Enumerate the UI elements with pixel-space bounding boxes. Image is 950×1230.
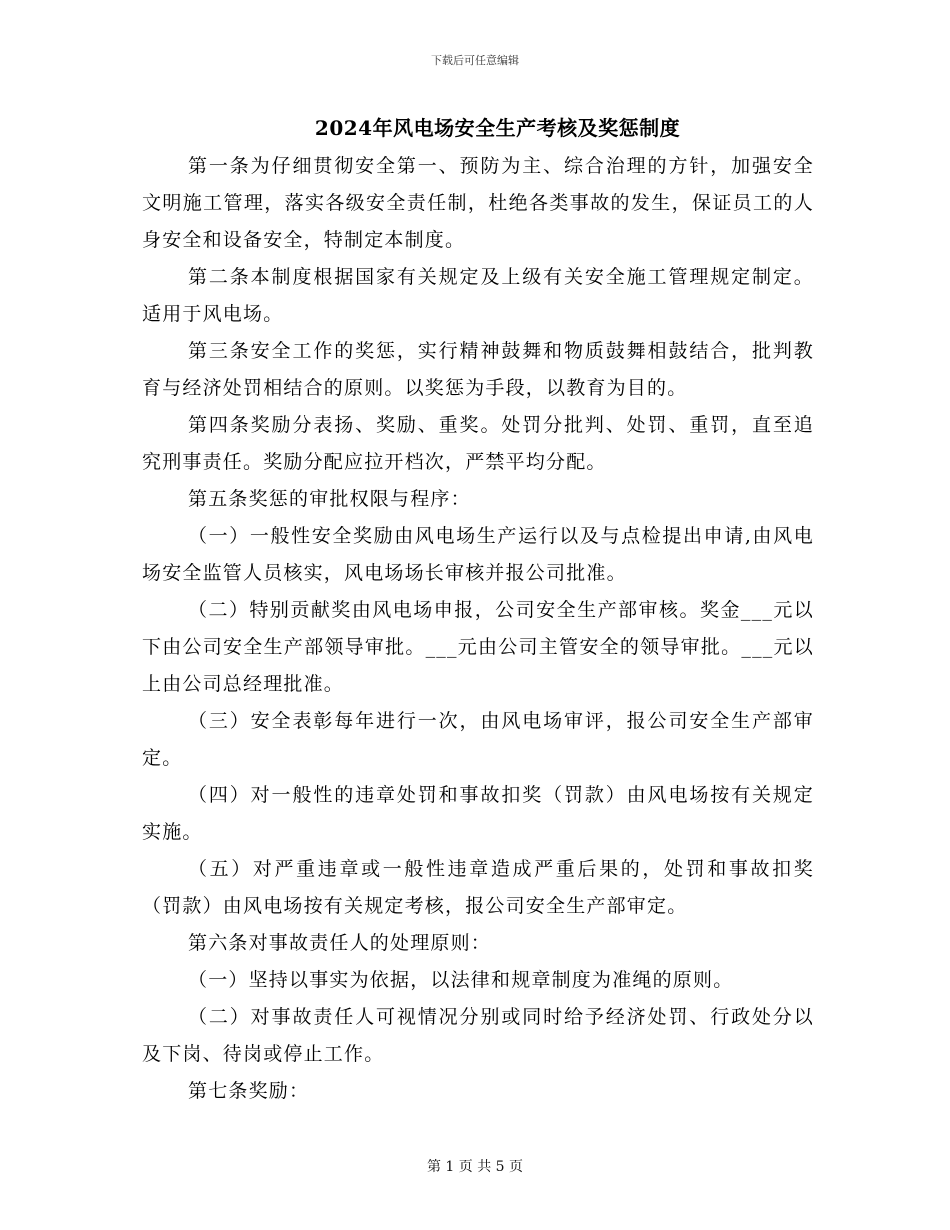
paragraph-article-6-item-1: （一）坚持以事实为依据，以法律和规章制度为准绳的原则。: [188, 969, 734, 991]
paragraph-article-5-item-3: （三）安全表彰每年进行一次，由风电场审评，报公司安全生产部审定。: [142, 710, 814, 769]
paragraph-article-3: 第三条安全工作的奖惩，实行精神鼓舞和物质鼓舞相鼓结合，批判教育与经济处罚相结合的原则。以奖惩为手段，以教育为目的。: [142, 340, 814, 399]
paragraph-article-5-item-4: （四）对一般性的违章处罚和事故扣奖（罚款）由风电场按有关规定实施。: [142, 784, 814, 843]
document-title: 2024年风电场安全生产考核及奖惩制度: [314, 116, 681, 140]
paragraph-article-5-item-2: （二）特别贡献奖由风电场申报，公司安全生产部审核。奖金___元以下由公司安全生产部领导审批。___元由公司主管安全的领导审批。___元以上由公司总经理批准。: [142, 599, 814, 695]
document-body: [142, 148, 814, 1110]
page-header-note: 下载后可任意编辑: [431, 54, 519, 67]
paragraph-article-2: 第二条本制度根据国家有关规定及上级有关安全施工管理规定制定。适用于风电场。: [142, 266, 814, 325]
paragraph-article-5-item-1: （一）一般性安全奖励由风电场生产运行以及与点检提出申请,由风电场安全监管人员核实，风电场场长审核并报公司批准。: [142, 525, 814, 584]
paragraph-article-5-item-5: （五）对严重违章或一般性违章造成严重后果的，处罚和事故扣奖（罚款）由风电场按有关规定考核，报公司安全生产部审定。: [142, 858, 814, 917]
paragraph-article-6: 第六条对事故责任人的处理原则：: [188, 932, 492, 954]
paragraph-article-1: 第一条为仔细贯彻安全第一、预防为主、综合治理的方针，加强安全文明施工管理，落实各级安全责任制，杜绝各类事故的发生，保证员工的人身安全和设备安全，特制定本制度。: [142, 155, 814, 251]
paragraph-article-5: 第五条奖惩的审批权限与程序：: [188, 488, 471, 510]
paragraph-article-7: 第七条奖励：: [188, 1080, 310, 1102]
paragraph-article-4: 第四条奖励分表扬、奖励、重奖。处罚分批判、处罚、重罚，直至追究刑事责任。奖励分配应拉开档次，严禁平均分配。: [142, 414, 814, 473]
paragraph-article-6-item-2: （二）对事故责任人可视情况分别或同时给予经济处罚、行政处分以及下岗、待岗或停止工作。: [142, 1006, 814, 1065]
page-footer-pagination: 第 1 页 共 5 页: [426, 1159, 524, 1175]
